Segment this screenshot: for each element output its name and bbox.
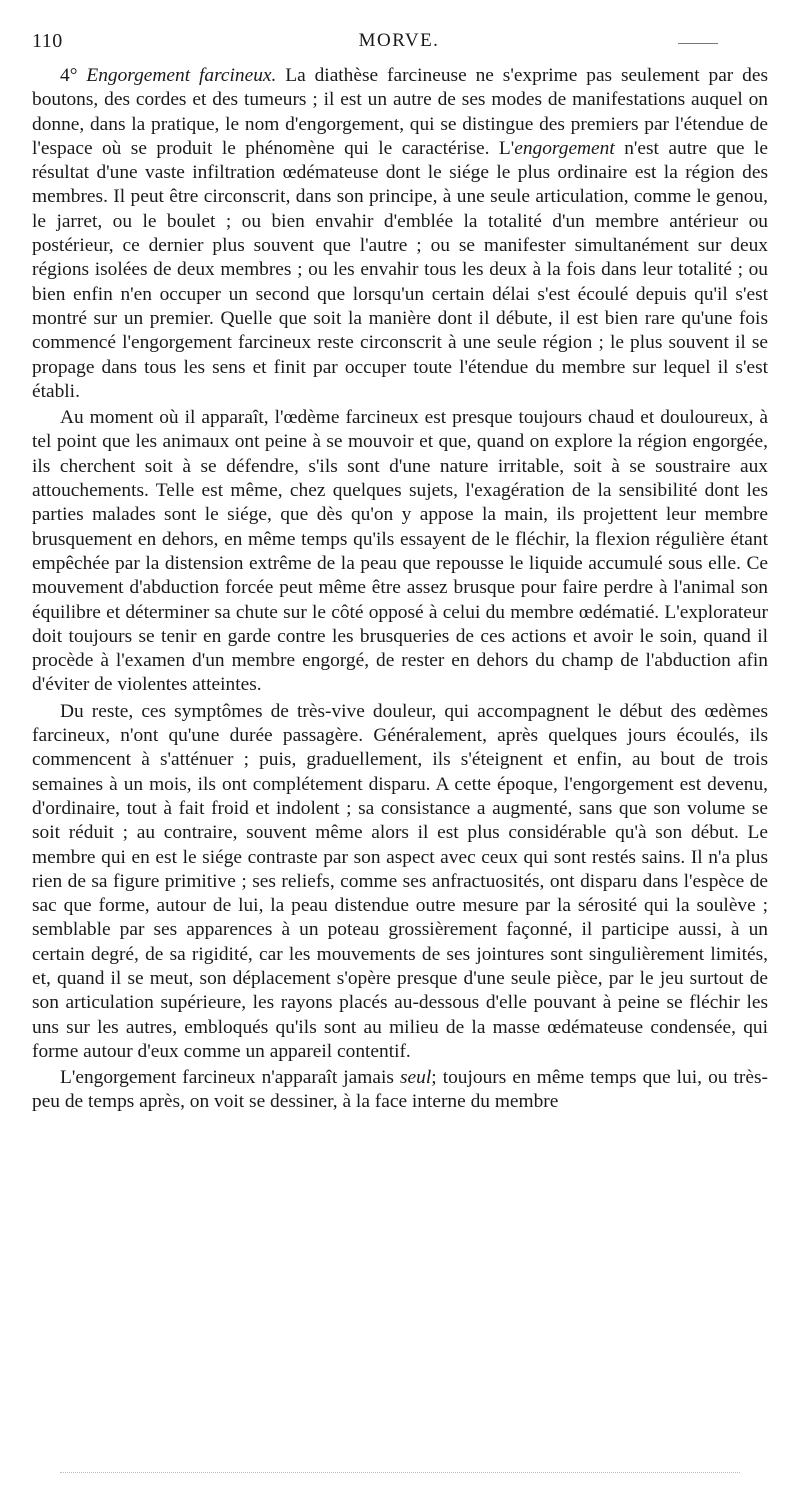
engorgement-prefix: L' (498, 137, 515, 159)
paragraph-text-continued: n'est autre que le résultat d'une vaste infiltration œdémateuse dont le siége le plus ordinaire est la région des membres. Il peut être circonscrit, dans son principe, à une seule articulation, comme le genou, le jarret, ou le boulet ; ou bien envahir d'emblée la totalité d'un membre antérieur ou postérieur, ce dernier plus souvent que l'autre ; ou se manifester simultanément sur deux régions isolées de deux membres ; ou les envahir tous les deux à la fois dans leur totalité ; ou bien enfin n'en occuper un second que lorsqu'un certain délai s'est écoulé depuis qu'il s'est montré sur un premier. Quelle que soit la manière dont il débute, il est bien rare qu'une fois commencé l'engorgement farcineux reste circonscrit à une seule région ; le plus souvent il se propage dans tous les sens et finit par occuper toute l'étendue du membre sur lequel il s'est établi. (32, 137, 768, 402)
paragraph-text: L'engorgement farcineux n'apparaît jamais (60, 1067, 394, 1089)
paragraph-text: Du reste, ces symptômes de très-vive douleur, qui accompagnent le début des œdèmes farcineux, n'ont qu'une durée passagère. Généralement, après quelques jours écoulés, ils commencent à s'atténuer ; puis, graduellement, ils s'éteignent et enfin, au bout de trois semaines à un mois, ils ont complétement disparu. A cette époque, l'engorgement est devenu, d'ordinaire, tout à fait froid et indolent ; sa consistance a augmenté, sans que son volume se soit réduit ; au contraire, souvent même alors il est plus considérable qu'à son début. Le membre qui en est le siége contraste par son aspect avec ceux qui sont restés sains. Il n'a plus rien de sa figure primitive ; ses reliefs, comme ses anfractuosités, ont disparu dans l'espèce de sac que forme, autour de lui, la peau distendue outre mesure par la sérosité qui la soulève ; semblable par ses apparences à un poteau grossièrement façonné, il participe aussi, à un certain degré, de sa rigidité, car les mouvements de ses jointures sont singulièrement limités, et, quand il se meut, son déplacement s'opère presque d'une seule pièce, par le jeu surtout de son articulation supérieure, les rayons placés au-dessous d'elle pouvant à peine se fléchir les uns sur les autres, embloqués qu'ils sont au milieu de la masse œdémateuse condensée, qui forme autour d'eux comme un appareil contentif. (32, 700, 768, 1062)
body-text (32, 64, 768, 1115)
paragraph-never-alone (32, 1066, 768, 1115)
page-header (32, 30, 766, 58)
page-number: 110 (32, 30, 63, 52)
section-title: Engorgement farcineux. (86, 65, 277, 86)
emphasis-seul: seul (400, 1067, 432, 1089)
paragraph-engorgement-intro (32, 64, 768, 404)
header-rule (678, 43, 718, 44)
section-number: 4° (60, 65, 78, 86)
bottom-scan-artifact (60, 1472, 740, 1473)
paragraph-text-continued: ; toujours en même temps que lui, ou très-peu de temps après, on voit se dessiner, à la face interne du membre (32, 1067, 768, 1113)
paragraph-progression (32, 700, 768, 1064)
paragraph-onset (32, 406, 768, 698)
engorgement-term: engorgement (514, 137, 615, 159)
paragraph-text: Au moment où il apparaît, l'œdème farcineux est presque toujours chaud et douloureux, à tel point que les animaux ont peine à se mouvoir et que, quand on explore la région engorgée, ils cherchent soit à se défendre, s'ils sont d'une nature irritable, soit à se soustraire aux attouchements. Telle est même, chez quelques sujets, l'exagération de la sensibilité dont les parties malades sont le siége, que dès qu'on y appose la main, ils projettent leur membre brusquement en dehors, en même temps qu'ils essayent de le fléchir, la flexion régulière étant empêchée par la distension extrême de la peau que repousse le liquide accumulé sous elle. Ce mouvement d'abduction forcée peut même être assez brusque pour faire perdre à l'animal son équilibre et déterminer sa chute sur le côté opposé à celui du membre œdématié. L'explorateur doit toujours se tenir en garde contre les brusqueries de ces actions et avoir le soin, quand il procède à l'examen d'un membre engorgé, de rester en dehors du champ de l'abduction afin d'éviter de violentes atteintes. (32, 407, 768, 696)
paragraph-text: La diathèse farcineuse ne s'exprime pas seulement par des boutons, des cordes et des tumeurs ; il est un autre de ses modes de manifestations auquel on donne, dans la pratique, le nom d'engorgement, qui se distingue des premiers par l'étendue de l'espace où se produit le phénomène qui le caractérise. (32, 65, 768, 159)
running-title: MORVE. (358, 30, 440, 51)
